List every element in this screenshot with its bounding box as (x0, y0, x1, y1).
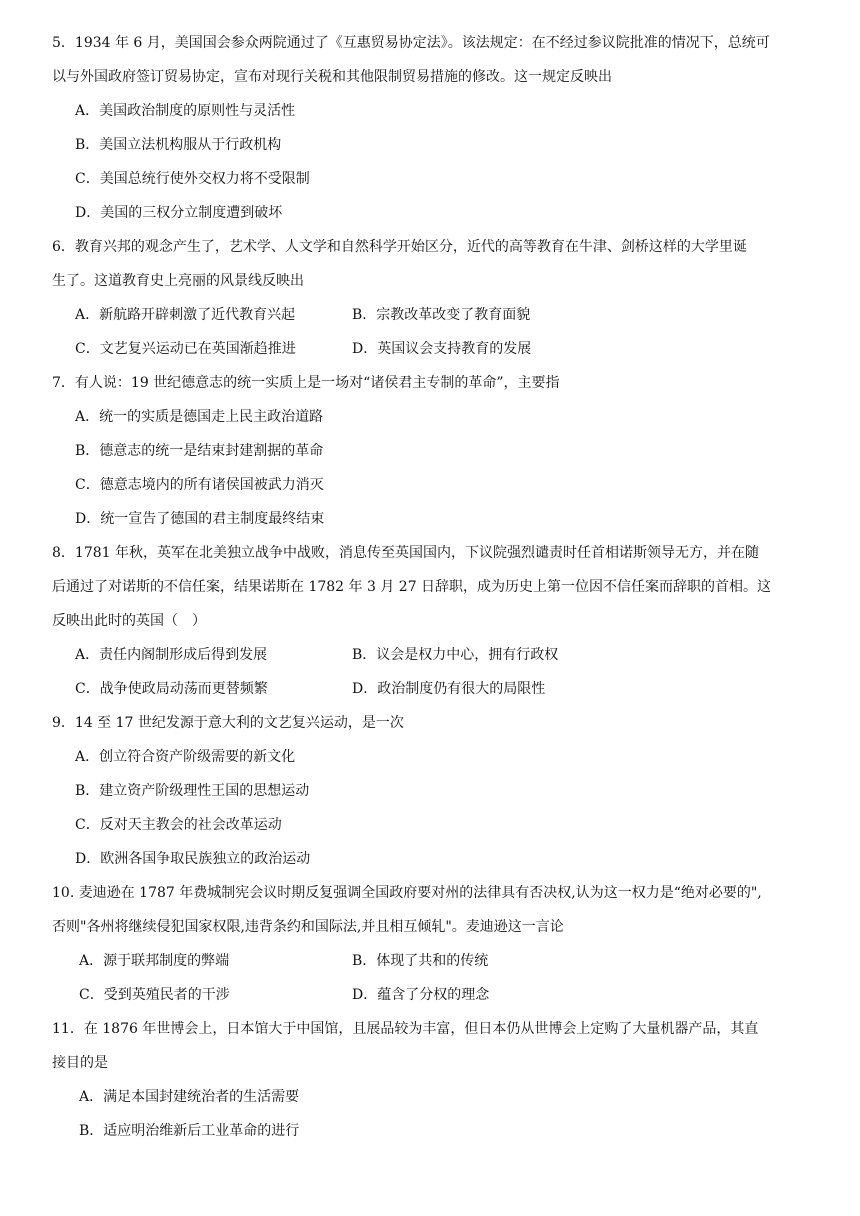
q11-stem-line-2: 接目的是 (52, 1055, 108, 1071)
q8-option-d: D．政治制度仍有很大的局限性 (352, 681, 546, 697)
q10-stem-line-2: 否则"各州将继续侵犯国家权限,违背条约和国际法,并且相互倾轧"。麦迪逊这一言论 (52, 919, 564, 935)
q8-stem-line-3: 反映出此时的英国（ ） (52, 613, 206, 629)
q5-option-a: A．美国政治制度的原则性与灵活性 (75, 103, 296, 119)
q6-option-b: B．宗教改革改变了教育面貌 (352, 307, 531, 323)
q10-option-d: D．蕴含了分权的理念 (352, 987, 490, 1003)
q9-option-d: D．欧洲各国争取民族独立的政治运动 (75, 851, 311, 867)
q6-option-a: A．新航路开辟刺激了近代教育兴起 (75, 307, 296, 323)
q10-option-b: B．体现了共和的传统 (352, 953, 489, 969)
q7-option-d: D．统一宣告了德国的君主制度最终结束 (75, 511, 325, 527)
q8-stem-line-1: 8．1781 年秋，英军在北美独立战争中战败，消息传至英国国内，下议院强烈谴责时任首相诺斯领导无方，并在随 (52, 545, 759, 561)
q7-stem-line-1: 7．有人说：19 世纪德意志的统一实质上是一场对“诸侯君主专制的革命”，主要指 (52, 375, 560, 391)
q11-stem-line-1: 11．在 1876 年世博会上，日本馆大于中国馆，且展品较为丰富，但日本仍从世博会上定购了大量机器产品，其直 (52, 1021, 759, 1037)
q8-stem-line-2: 后通过了对诺斯的不信任案，结果诺斯在 1782 年 3 月 27 日辞职，成为历史上第一位因不信任案而辞职的首相。这 (52, 579, 772, 595)
q5-option-c: C．美国总统行使外交权力将不受限制 (75, 171, 310, 187)
q8-option-a: A．责任内阁制形成后得到发展 (75, 647, 268, 663)
q5-option-d: D．美国的三权分立制度遭到破坏 (75, 205, 283, 221)
q9-option-a: A．创立符合资产阶级需要的新文化 (75, 749, 296, 765)
q10-option-c: C．受到英殖民者的干涉 (79, 987, 230, 1003)
q9-option-b: B．建立资产阶级理性王国的思想运动 (75, 783, 310, 799)
q5-stem-line-1: 5．1934 年 6 月，美国国会参众两院通过了《互惠贸易协定法》。该法规定：在不经过参议院批准的情况下，总统可 (52, 35, 770, 51)
q6-stem-line-2: 生了。这道教育史上亮丽的风景线反映出 (52, 273, 304, 289)
q11-option-a: A．满足本国封建统治者的生活需要 (79, 1089, 300, 1105)
q6-stem-line-1: 6．教育兴邦的观念产生了，艺术学、人文学和自然科学开始区分，近代的高等教育在牛津、剑桥这样的大学里诞 (52, 239, 747, 255)
q8-option-c: C．战争使政局动荡而更替频繁 (75, 681, 268, 697)
q8-option-b: B．议会是权力中心，拥有行政权 (352, 647, 559, 663)
q7-option-c: C．德意志境内的所有诸侯国被武力消灭 (75, 477, 324, 493)
q10-option-a: A．源于联邦制度的弊端 (79, 953, 230, 969)
q11-option-b: B．适应明治维新后工业革命的进行 (79, 1123, 300, 1139)
q10-stem-line-1: 10. 麦迪逊在 1787 年费城制宪会议时期反复强调全国政府要对州的法律具有否决权,认为这一权力是“绝对必要的", (52, 885, 762, 901)
q9-stem-line-1: 9．14 至 17 世纪发源于意大利的文艺复兴运动，是一次 (52, 715, 404, 731)
q7-option-b: B．德意志的统一是结束封建割据的革命 (75, 443, 324, 459)
q6-option-c: C．文艺复兴运动已在英国渐趋推进 (75, 341, 296, 357)
q5-option-b: B．美国立法机构服从于行政机构 (75, 137, 282, 153)
q9-option-c: C．反对天主教会的社会改革运动 (75, 817, 282, 833)
q6-option-d: D．英国议会支持教育的发展 (352, 341, 532, 357)
q5-stem-line-2: 以与外国政府签订贸易协定，宣布对现行关税和其他限制贸易措施的修改。这一规定反映出 (52, 69, 612, 85)
q7-option-a: A．统一的实质是德国走上民主政治道路 (75, 409, 324, 425)
